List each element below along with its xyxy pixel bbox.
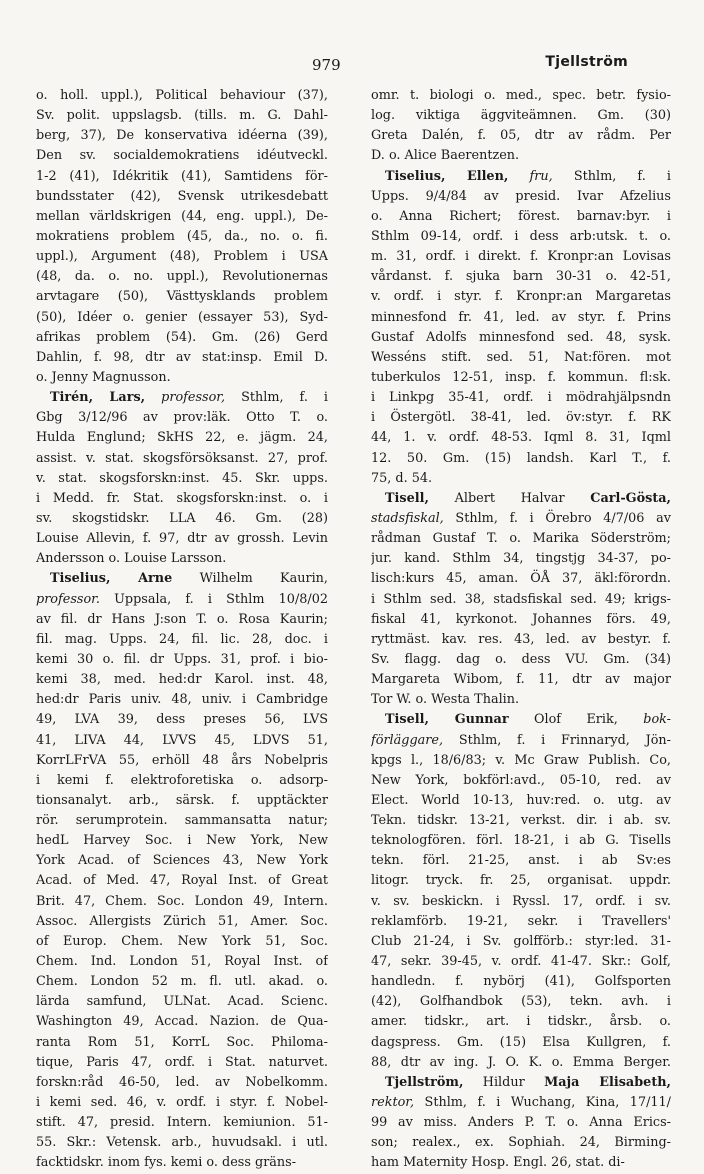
running-head: Tjellström: [545, 54, 628, 70]
text-line: Chem. Ind. London 51, Royal Inst. of: [36, 954, 328, 970]
text-line: Tisell, Albert Halvar Carl-Gösta,: [385, 490, 671, 506]
text-line: Sv. polit. uppslagsb. (tills. m. G. Dahl-: [36, 108, 328, 124]
text-line: fil. mag. Upps. 24, fil. lic. 28, doc. i: [36, 631, 328, 647]
text-line: Sv. flagg. dag o. dess VU. Gm. (34): [371, 651, 671, 667]
text-line: Chem. London 52 m. fl. utl. akad. o.: [36, 974, 328, 990]
text-line: rådman Gustaf T. o. Marika Söderström;: [371, 531, 671, 547]
text-line: log. viktiga äggviteämnen. Gm. (30): [371, 108, 671, 124]
text-line: Sthlm 09-14, ordf. i dess arb:utsk. t. o.: [371, 228, 671, 244]
text-line: D. o. Alice Baerentzen.: [371, 148, 520, 164]
text-line: o. Jenny Magnusson.: [36, 369, 171, 385]
text-line: tique, Paris 47, ordf. i Stat. naturvet.: [36, 1054, 328, 1070]
text-line: Upps. 9/4/84 av presid. Ivar Afzelius: [371, 188, 671, 204]
text-line: Margareta Wibom, f. 11, dtr av major: [371, 672, 671, 688]
text-line: York Acad. of Sciences 43, New York: [36, 853, 328, 869]
text-line: rektor, Sthlm, f. i Wuchang, Kina, 17/11/: [371, 1095, 671, 1111]
text-line: Dahlin, f. 98, dtr av stat:insp. Emil D.: [36, 349, 328, 365]
text-line: v. stat. skogsforskn:inst. 45. Skr. upps.: [36, 470, 328, 486]
entry-name: Tiselius, Ellen,: [385, 168, 509, 184]
text-line: dagspress. Gm. (15) Elsa Kullgren, f.: [371, 1034, 671, 1050]
text-line: New York, bokförl:avd., 05-10, red. av: [371, 772, 671, 788]
text-line: i Östergötl. 38-41, led. öv:styr. f. RK: [371, 410, 671, 426]
text-line: ryttmäst. kav. res. 43, led. av bestyr. f.: [371, 631, 671, 647]
text-line: afrikas problem (54). Gm. (26) Gerd: [36, 329, 328, 345]
text-line: teknologfören. förl. 18-21, i ab G. Tisells: [371, 833, 671, 849]
text-line: fiskal 41, kyrkonot. Johannes förs. 49,: [371, 611, 671, 627]
text-line: lisch:kurs 45, aman. ÖÅ 37, äkl:förordn.: [371, 571, 671, 587]
text-line: i Sthlm sed. 38, stadsfiskal sed. 49; krigs-: [371, 591, 671, 607]
text-line: tuberkulos 12-51, insp. f. kommun. fl:sk.: [371, 369, 671, 385]
text-line: förläggare, Sthlm, f. i Frinnaryd, Jön-: [371, 732, 671, 748]
text-line: son; realex., ex. Sophiah. 24, Birming-: [371, 1135, 671, 1151]
entry-given-name: Maja Elisabeth,: [544, 1074, 671, 1090]
text-line: Assoc. Allergists Zürich 51, Amer. Soc.: [36, 913, 328, 929]
text-line: rör. serumprotein. sammansatta natur;: [36, 813, 328, 829]
text-line: 88, dtr av ing. J. O. K. o. Emma Berger.: [371, 1054, 671, 1070]
text-line: lärda samfund, ULNat. Acad. Scienc.: [36, 994, 328, 1010]
text-line: i kemi f. elektroforetiska o. adsorp-: [36, 772, 328, 788]
text-line: 12. 50. Gm. (15) landsh. Karl T., f.: [371, 450, 671, 466]
text-line: v. sv. beskickn. i Ryssl. 17, ordf. i sv.: [371, 893, 671, 909]
text-line: ranta Rom 51, KorrL Soc. Philoma-: [36, 1034, 328, 1050]
text-line: (50), Idéer o. genier (essayer 53), Syd-: [36, 309, 328, 325]
page-number: 979: [312, 56, 341, 74]
entry-name: Tisell, Gunnar: [385, 712, 509, 728]
text-line: of Europ. Chem. New York 51, Soc.: [36, 933, 328, 949]
text-line: litogr. tryck. fr. 25, organisat. uppdr.: [371, 873, 671, 889]
text-line: Acad. of Med. 47, Royal Inst. of Great: [36, 873, 328, 889]
text-line: stift. 47, presid. Intern. kemiunion. 51-: [36, 1115, 328, 1131]
text-line: kemi 30 o. fil. dr Upps. 31, prof. i bio-: [36, 651, 328, 667]
text-line: hedL Harvey Soc. i New York, New: [36, 833, 328, 849]
left-column: [36, 86, 328, 1174]
text-line: Tiselius, Arne Wilhelm Kaurin,: [50, 571, 328, 587]
text-line: assist. v. stat. skogsförsöksanst. 27, prof.: [36, 450, 328, 466]
text-line: (48, da. o. no. uppl.), Revolutionernas: [36, 269, 328, 285]
text-line: 75, d. 54.: [371, 470, 433, 486]
text-line: 99 av miss. Anders P. T. o. Anna Erics-: [371, 1115, 671, 1131]
text-line: Hulda Englund; SkHS 22, e. jägm. 24,: [36, 430, 328, 446]
text-line: uppl.), Argument (48), Problem i USA: [36, 249, 328, 265]
text-line: Tirén, Lars, professor, Sthlm, f. i: [50, 390, 328, 406]
text-line: i Linkpg 35-41, ordf. i mödrahjälpsndn: [371, 390, 671, 406]
text-line: Greta Dalén, f. 05, dtr av rådm. Per: [371, 128, 671, 144]
text-line: Tiselius, Ellen, fru, Sthlm, f. i: [385, 168, 671, 184]
text-line: Tor W. o. Westa Thalin.: [371, 692, 520, 708]
text-line: Brit. 47, Chem. Soc. London 49, Intern.: [36, 893, 328, 909]
text-line: stadsfiskal, Sthlm, f. i Örebro 4/7/06 av: [371, 510, 671, 526]
text-line: arvtagare (50), Västtysklands problem: [36, 289, 328, 305]
entry-occupation: professor,: [161, 390, 226, 406]
text-line: hed:dr Paris univ. 48, univ. i Cambridge: [36, 692, 328, 708]
entry-occupation: fru,: [529, 168, 553, 184]
text-line: KorrLFrVA 55, erhöll 48 års Nobelpris: [36, 752, 328, 768]
text-line: Gustaf Adolfs minnesfond sed. 48, sysk.: [371, 329, 671, 345]
right-column: [371, 86, 671, 1174]
text-line: i Medd. fr. Stat. skogsforskn:inst. o. i: [36, 490, 328, 506]
text-line: minnesfond fr. 41, led. av styr. f. Prins: [371, 309, 671, 325]
text-line: professor. Uppsala, f. i Sthlm 10/8/02: [36, 591, 328, 607]
entry-name: Tirén, Lars,: [50, 390, 146, 406]
page-header: [0, 52, 704, 76]
text-line: mokratiens problem (45, da., no. o. fi.: [36, 228, 328, 244]
text-line: berg, 37), De konservativa idéerna (39),: [36, 128, 328, 144]
text-line: tionsanalyt. arb., särsk. f. upptäckter: [36, 792, 328, 808]
entry-given-name: Carl-Gösta,: [590, 490, 671, 506]
text-line: amer. tidskr., art. i tidskr., årsb. o.: [371, 1014, 671, 1030]
text-line: Tisell, Gunnar Olof Erik, bok-: [385, 712, 671, 728]
text-line: v. ordf. i styr. f. Kronpr:an Margaretas: [371, 289, 671, 305]
entry-occupation: rektor,: [371, 1095, 415, 1111]
text-line: i kemi sed. 46, v. ordf. i styr. f. Nobel-: [36, 1095, 328, 1111]
entry-name: Tiselius, Arne: [50, 571, 173, 587]
text-line: Club 21-24, i Sv. golfförb.: styr:led. 31-: [371, 933, 671, 949]
text-line: 55. Skr.: Vetensk. arb., huvudsakl. i utl.: [36, 1135, 328, 1151]
text-line: 41, LIVA 44, LVVS 45, LDVS 51,: [36, 732, 328, 748]
text-line: o. Anna Richert; förest. barnav:byr. i: [371, 208, 671, 224]
text-line: jur. kand. Sthlm 34, tingstjg 34-37, po-: [371, 551, 671, 567]
entry-occupation: stadsfiskal,: [371, 510, 444, 526]
text-line: o. holl. uppl.), Political behaviour (37),: [36, 88, 328, 103]
text-line: Den sv. socialdemokratiens idéutveckl.: [36, 148, 328, 164]
text-line: facktidskr. inom fys. kemi o. dess gräns-: [36, 1155, 297, 1171]
text-line: Elect. World 10-13, huv:red. o. utg. av: [371, 792, 671, 808]
text-line: forskn:råd 46-50, led. av Nobelkomm.: [36, 1074, 328, 1090]
text-line: m. 31, ordf. i direkt. f. Kronpr:an Lovisas: [371, 249, 671, 265]
text-line: 49, LVA 39, dess preses 56, LVS: [36, 712, 328, 728]
text-line: Washington 49, Accad. Nazion. de Qua-: [36, 1014, 328, 1030]
text-line: av fil. dr Hans J:son T. o. Rosa Kaurin;: [36, 611, 328, 627]
text-line: sv. skogstidskr. LLA 46. Gm. (28): [36, 510, 328, 526]
entry-name: Tjellström,: [385, 1074, 464, 1090]
text-line: vårdanst. f. sjuka barn 30-31 o. 42-51,: [371, 269, 671, 285]
text-line: Tekn. tidskr. 13-21, verkst. dir. i ab. sv.: [371, 813, 671, 829]
text-line: 1-2 (41), Idékritik (41), Samtidens för-: [36, 168, 328, 184]
text-line: bundsstater (42), Svensk utrikesdebatt: [36, 188, 328, 204]
text-line: handledn. f. nybörj (41), Golfsporten: [371, 974, 671, 990]
entry-name: Tisell,: [385, 490, 429, 506]
text-line: omr. t. biologi o. med., spec. betr. fysio-: [371, 88, 671, 103]
text-line: mellan världskrigen (44, eng. uppl.), De-: [36, 208, 328, 224]
text-line: kemi 38, med. hed:dr Karol. inst. 48,: [36, 672, 328, 688]
entry-occupation: bok-: [643, 712, 671, 728]
entry-occupation: förläggare,: [371, 732, 444, 748]
text-line: Gbg 3/12/96 av prov:läk. Otto T. o.: [36, 410, 328, 426]
text-line: 44, 1. v. ordf. 48-53. Iqml 8. 31, Iqml: [371, 430, 671, 446]
text-line: tekn. förl. 21-25, anst. i ab Sv:es: [371, 853, 671, 869]
entry-occupation: professor.: [36, 591, 100, 607]
text-line: ham Maternity Hosp. Engl. 26, stat. di-: [371, 1155, 625, 1171]
text-line: (42), Golfhandbok (53), tekn. avh. i: [371, 994, 671, 1010]
text-line: kpgs l., 18/6/83; v. Mc Graw Publish. Co,: [371, 752, 671, 768]
text-line: reklamförb. 19-21, sekr. i Travellers': [371, 913, 671, 929]
text-line: Louise Allevin, f. 97, dtr av grossh. Levin: [36, 531, 328, 547]
text-line: Andersson o. Louise Larsson.: [36, 551, 227, 567]
text-line: Wesséns stift. sed. 51, Nat:fören. mot: [371, 349, 671, 365]
text-line: 47, sekr. 39-45, v. ordf. 41-47. Skr.: Golf,: [371, 954, 671, 970]
text-line: Tjellström, Hildur Maja Elisabeth,: [385, 1074, 671, 1090]
